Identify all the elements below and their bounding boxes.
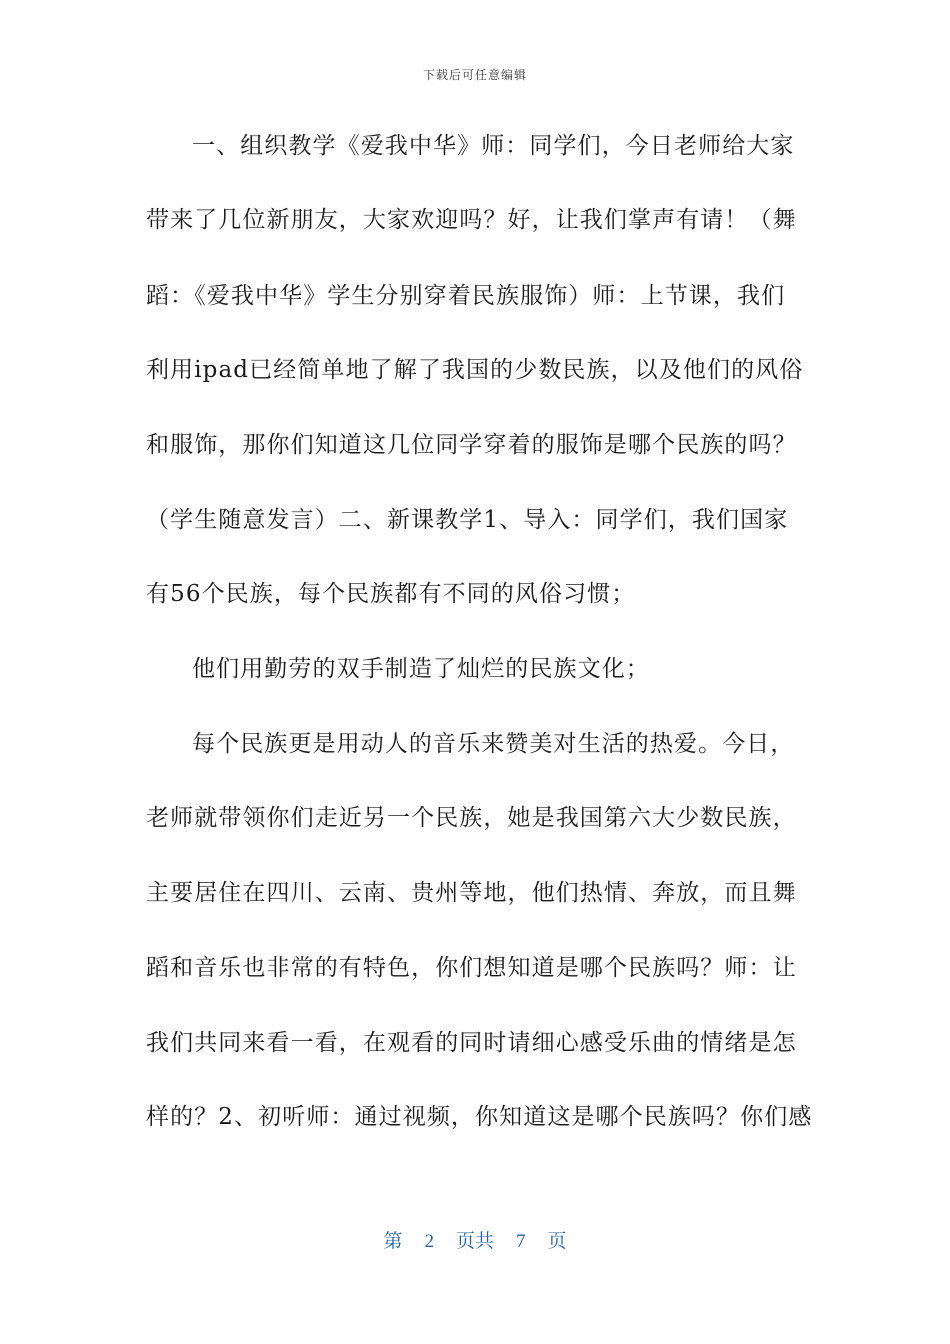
paragraph-line: 有56个民族，每个民族都有不同的风俗习惯； <box>146 581 636 607</box>
paragraph-line: （学生随意发言）二、新课教学1、导入：同学们，我们国家 <box>146 507 789 533</box>
paragraph-line: 他们用勤劳的双手制造了灿烂的民族文化； <box>192 656 650 682</box>
paragraph-line: 带来了几位新朋友，大家欢迎吗？好，让我们掌声有请！（舞 <box>146 207 797 233</box>
total-pages-number: 7 <box>516 1231 526 1252</box>
paragraph-line: 和服饰，那你们知道这几位同学穿着的服饰是哪个民族的吗？ <box>146 432 797 458</box>
paragraph-line: 利用ipad已经简单地了解了我国的少数民族，以及他们的风俗 <box>146 357 804 383</box>
page-label-mid: 页共 <box>455 1231 494 1252</box>
paragraph-line: 样的？2、初听师：通过视频，你知道这是哪个民族吗？你们感 <box>146 1104 813 1130</box>
paragraph-line: 老师就带领你们走近另一个民族，她是我国第六大少数民族， <box>146 805 797 831</box>
paragraph-line: 蹈：《爱我中华》学生分别穿着民族服饰）师：上节课，我们 <box>146 283 786 309</box>
page-label-suffix: 页 <box>547 1231 567 1252</box>
paragraph-line: 一、组织教学《爱我中华》师：同学们，今日老师给大家 <box>192 133 795 159</box>
paragraph-line: 主要居住在四川、云南、贵州等地，他们热情、奔放，而且舞 <box>146 880 797 906</box>
current-page-number: 2 <box>424 1231 434 1252</box>
page-footer <box>0 1226 950 1253</box>
page-label-prefix: 第 <box>383 1231 403 1252</box>
page-header-note: 下载后可任意编辑 <box>422 68 527 82</box>
paragraph-line: 我们共同来看一看，在观看的同时请细心感受乐曲的情绪是怎 <box>146 1030 797 1056</box>
paragraph-line: 每个民族更是用动人的音乐来赞美对生活的热爱。今日， <box>192 731 795 757</box>
paragraph-line: 蹈和音乐也非常的有特色，你们想知道是哪个民族吗？师：让 <box>146 955 797 981</box>
